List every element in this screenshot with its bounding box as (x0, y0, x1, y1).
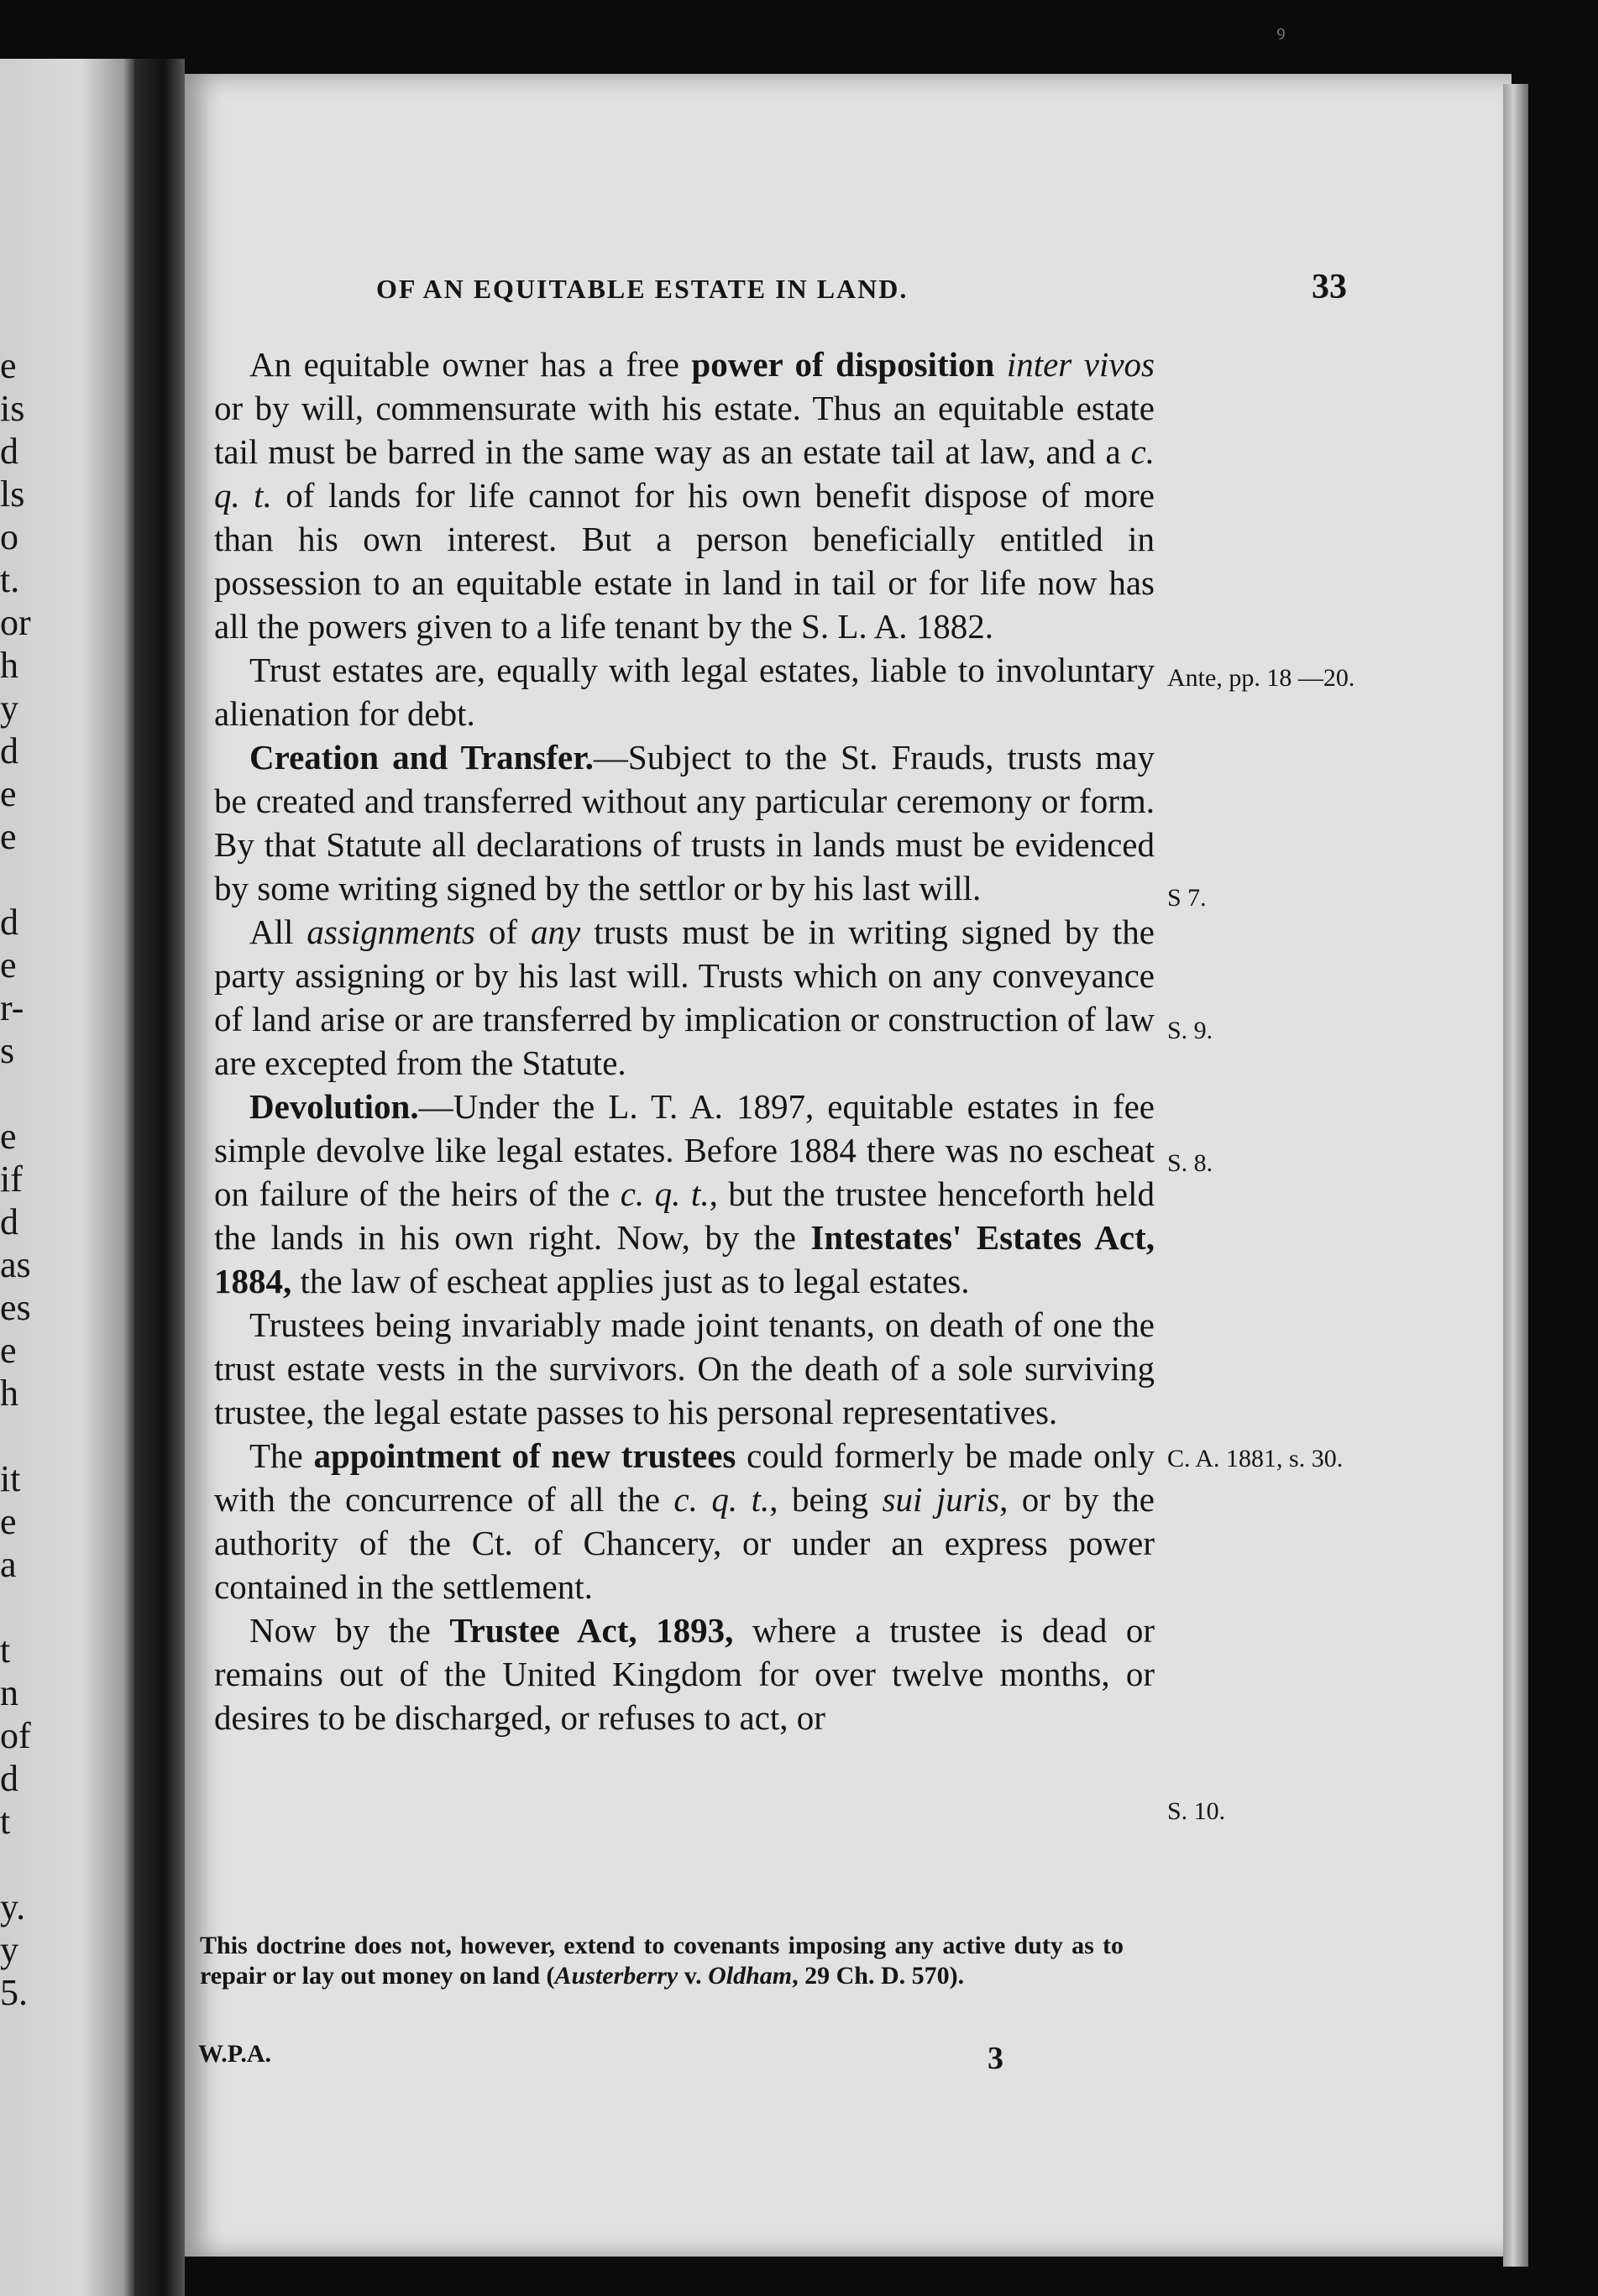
paragraph (214, 910, 1155, 1085)
text-run: The (249, 1436, 314, 1475)
facing-page-fragment: e (0, 816, 17, 857)
running-head: OF AN EQUITABLE ESTATE IN LAND. (376, 274, 909, 304)
text-run: c. q. t. (620, 1174, 710, 1213)
page-fore-edge (1503, 84, 1528, 2267)
facing-page-fragment: it (0, 1458, 21, 1499)
text-run: inter vivos (1006, 345, 1155, 384)
text-run: could formerly be made only with the concurrence of all the (214, 1436, 1155, 1519)
text-run: appointment of new trustees (313, 1436, 736, 1475)
paragraph (214, 1085, 1155, 1303)
body-text (214, 343, 1155, 1739)
signature-mark: W.P.A. (198, 2040, 271, 2068)
text-run: trusts must be in writing signed by the party assigning or by his last will. Trusts which on any conveyance of land arise or are transferred by implication or construction of law are excepted from the Statute. (214, 913, 1155, 1082)
text-run: All (249, 913, 307, 951)
text-run: of lands for life cannot for his own benefit dispose of more than his own interest. But a person beneficially entitled in possession to an equitable estate in land in tail or for life now has all the powers given to a life tenant by the S. L. A. 1882. (214, 476, 1155, 646)
margin-note-ante: Ante, pp. 18 —20. (1167, 664, 1355, 692)
facing-page-fragment: s (0, 1030, 15, 1071)
facing-page-fragment: n (0, 1672, 18, 1713)
text-run: Austerberry (554, 1962, 678, 1990)
text-run: , being (769, 1480, 883, 1519)
text-run: where a trustee is dead or remains out of the United Kingdom for over twelve months, or desires to be discharged, or refuses to act, or (214, 1611, 1155, 1737)
text-run: —Subject to the St. Frauds, trusts may be created and transferred without any particular ceremony or form. By that Statute all declarations of trusts in lands must be evidenced by some writing signed by the settlor or by his last will. (214, 738, 1155, 907)
text-run: c. q. t. (214, 432, 1155, 515)
facing-page-fragment: t. (0, 559, 20, 600)
facing-page-fragment: d (0, 902, 18, 943)
sheet-number: 3 (988, 2041, 1003, 2076)
text-run: sui juris (882, 1480, 1000, 1519)
facing-page-fragment: ls (0, 473, 25, 515)
paragraph (214, 1303, 1155, 1434)
facing-page-fragment: h (0, 1373, 18, 1414)
text-run: An equitable owner has a free (249, 345, 692, 384)
page-number: 33 (1312, 268, 1347, 306)
facing-page-fragment: if (0, 1158, 23, 1200)
margin-note-ca1881: C. A. 1881, s. 30. (1167, 1445, 1344, 1472)
book-gutter (134, 59, 185, 2296)
text-run: —Under the L. T. A. 1897, equitable estates in fee simple devolve like legal estates. Before 1884 there was no escheat on failure of the heirs of the (214, 1087, 1155, 1213)
facing-page-fragment: o (0, 516, 18, 557)
text-run (994, 345, 1007, 384)
paragraph (214, 343, 1155, 648)
footnote (200, 1931, 1124, 1991)
text-run: or by will, commensurate with his estate. Thus an equitable estate tail must be barred in the same way as an estate tail at law, and a (214, 389, 1155, 471)
facing-page-fragment: y (0, 1929, 18, 1970)
text-run: , 29 Ch. D. 570). (792, 1962, 965, 1990)
facing-page-fragment: y (0, 688, 18, 729)
facing-page-fragment: of (0, 1715, 31, 1756)
margin-note-s8: S. 8. (1167, 1149, 1213, 1177)
facing-page-fragment: es (0, 1287, 31, 1328)
facing-page-fragment: e (0, 345, 17, 386)
text-run: assignments (307, 913, 475, 951)
text-run: , or by the authority of the Ct. of Chancery, or under an express power contained in the settlement. (214, 1480, 1155, 1606)
text-run: Trustees being invariably made joint tenants, on death of one the trust estate vests in the survivors. On the death of a sole surviving trustee, the legal estate passes to his personal representatives. (214, 1305, 1155, 1431)
facing-page-fragment: e (0, 1330, 17, 1371)
facing-page-fragment: 5. (0, 1972, 28, 2013)
text-run: power of disposition (691, 345, 995, 384)
text-run: Creation and Transfer. (249, 738, 594, 777)
facing-page-fragment: as (0, 1244, 31, 1285)
facing-page-fragment: d (0, 1201, 18, 1242)
facing-page-fragment: e (0, 773, 17, 814)
paragraph (214, 1434, 1155, 1608)
paragraph (214, 648, 1155, 735)
facing-page-letters (0, 59, 134, 2296)
facing-page-fragment: or (0, 602, 31, 643)
text-run: Now by the (249, 1611, 450, 1650)
corner-mark: ꝰ (1276, 23, 1286, 49)
facing-page-fragment: r- (0, 987, 24, 1028)
facing-page-fragment: d (0, 730, 18, 771)
margin-note-s9: S. 9. (1167, 1017, 1213, 1044)
facing-page-fragment: h (0, 645, 18, 686)
paragraph (214, 1608, 1155, 1739)
margin-note-s10: S. 10. (1167, 1797, 1226, 1825)
facing-page-fragment: e (0, 1116, 17, 1157)
margin-note-s7: S 7. (1167, 884, 1207, 912)
facing-page-fragment: a (0, 1544, 17, 1585)
text-run: This doctrine does not, however, extend to covenants imposing any active duty as to repair or lay out money on land ( (200, 1932, 1124, 1990)
text-run: Trustee Act, 1893, (449, 1611, 734, 1650)
text-run: any (531, 913, 581, 951)
text-run: the law of escheat applies just as to legal estates. (291, 1262, 970, 1300)
facing-page-fragment: t (0, 1629, 11, 1671)
facing-page-fragment: d (0, 1758, 18, 1799)
text-run: v. (678, 1962, 709, 1990)
text-run: Oldham (708, 1962, 793, 1990)
facing-page-fragment: d (0, 431, 18, 472)
facing-page-fragment: t (0, 1801, 11, 1842)
facing-page-fragment: e (0, 1501, 17, 1542)
text-run: Intestates' Estates Act, 1884, (214, 1218, 1155, 1300)
text-run: Trust estates are, equally with legal estates, liable to involuntary alienation for debt. (214, 651, 1155, 733)
text-run: , but the trustee henceforth held the lands in his own right. Now, by the (214, 1174, 1155, 1257)
facing-page-fragment: e (0, 944, 17, 986)
text-run: c. q. t. (673, 1480, 770, 1519)
facing-page-edge (0, 59, 134, 2296)
text-run: Devolution. (249, 1087, 419, 1126)
text-run: of (474, 913, 532, 951)
paragraph (214, 735, 1155, 910)
facing-page-fragment: is (0, 388, 25, 429)
facing-page-fragment: y. (0, 1886, 26, 1927)
